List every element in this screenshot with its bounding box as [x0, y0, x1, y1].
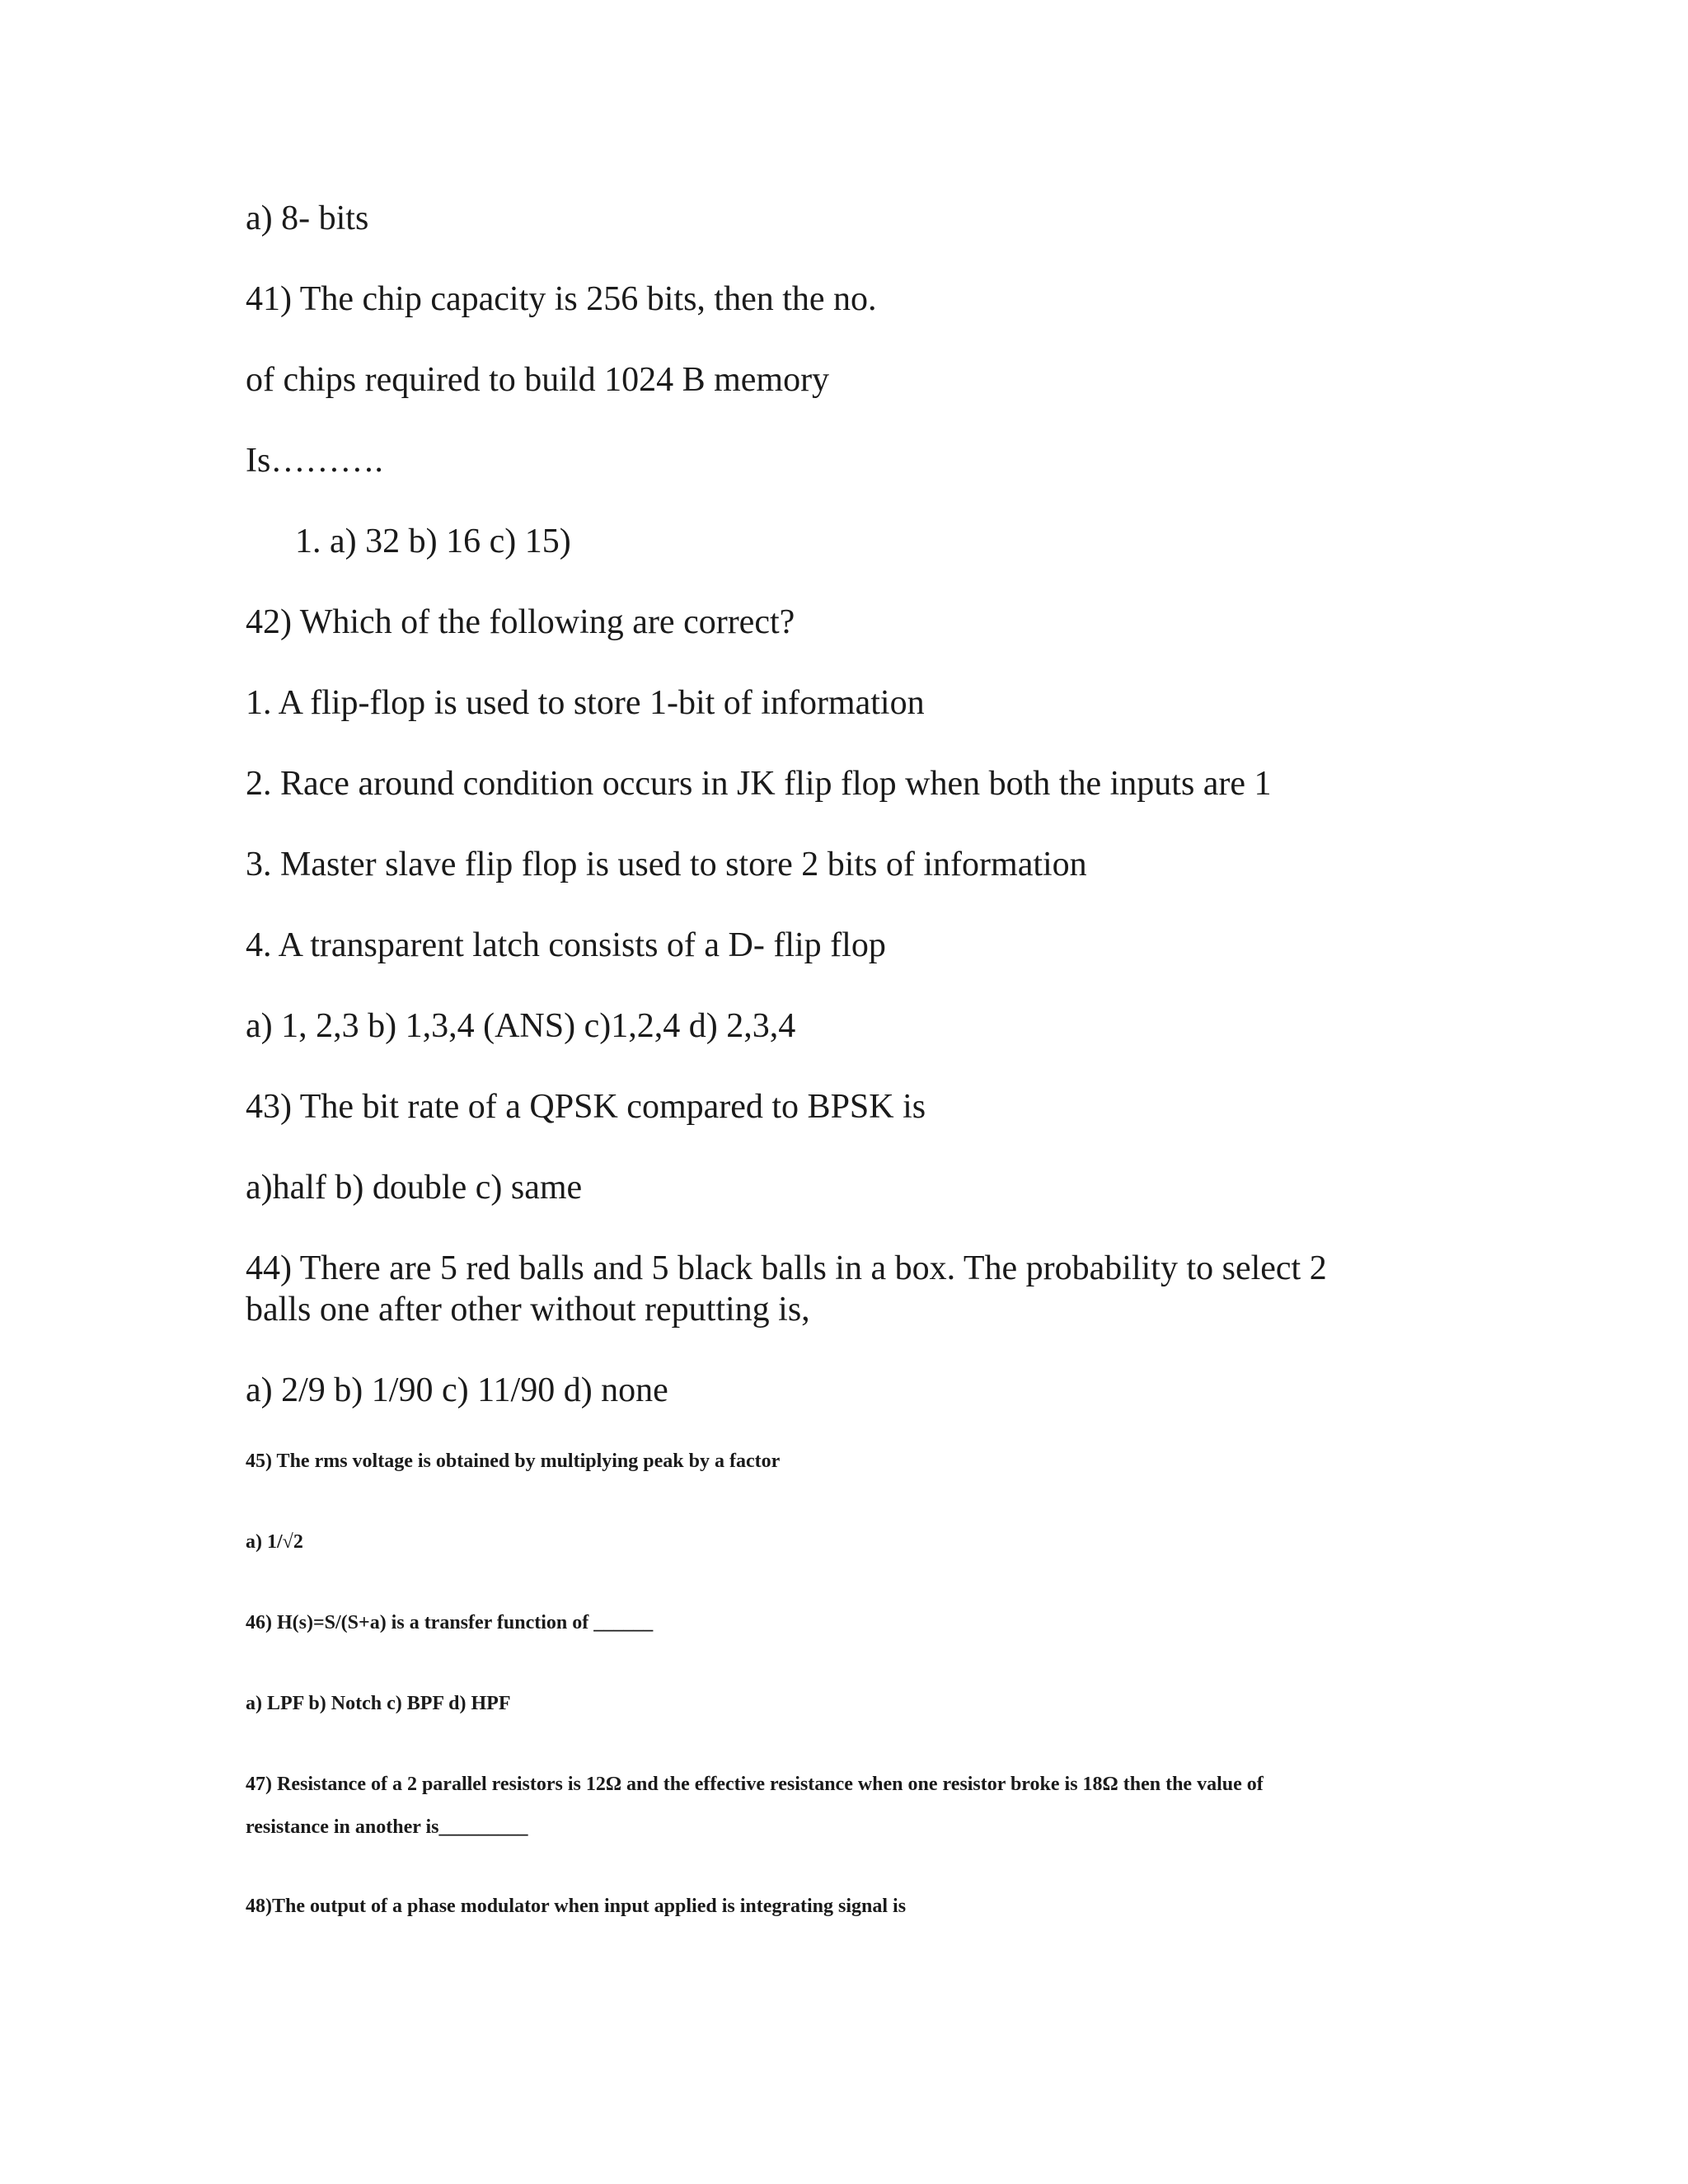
question-41-line-3: Is……….: [246, 442, 383, 480]
question-45-title: 45) The rms voltage is obtained by multiplying peak by a factor: [246, 1451, 781, 1472]
question-45-answer: a) 1/√2: [246, 1531, 303, 1553]
question-44-options: a) 2/9 b) 1/90 c) 11/90 d) none: [246, 1371, 668, 1409]
question-47-line-2: resistance in another is_________: [246, 1816, 528, 1838]
question-42-statement-4: 4. A transparent latch consists of a D- flip flop: [246, 926, 886, 964]
question-41-line-2: of chips required to build 1024 B memory: [246, 361, 830, 399]
question-42-options: a) 1, 2,3 b) 1,3,4 (ANS) c)1,2,4 d) 2,3,4: [246, 1007, 796, 1045]
question-44-line-1: 44) There are 5 red balls and 5 black balls in a box. The probability to select 2: [246, 1249, 1327, 1287]
question-42-statement-2: 2. Race around condition occurs in JK flip flop when both the inputs are 1: [246, 765, 1272, 803]
question-41-line-1: 41) The chip capacity is 256 bits, then the no.: [246, 280, 877, 318]
question-46-title: 46) H(s)=S/(S+a) is a transfer function of ______: [246, 1612, 654, 1633]
question-41-options: 1. a) 32 b) 16 c) 15): [295, 523, 571, 560]
question-47-line-1: 47) Resistance of a 2 parallel resistors is 12Ω and the effective resistance when one resistor broke is 18Ω then the value of: [246, 1774, 1264, 1795]
question-42-statement-1: 1. A flip-flop is used to store 1-bit of information: [246, 684, 925, 722]
question-42-title: 42) Which of the following are correct?: [246, 603, 795, 641]
question-46-options: a) LPF b) Notch c) BPF d) HPF: [246, 1693, 511, 1714]
answer-line-40: a) 8- bits: [246, 199, 369, 237]
question-42-statement-3: 3. Master slave flip flop is used to store 2 bits of information: [246, 846, 1087, 883]
question-43-options: a)half b) double c) same: [246, 1169, 583, 1207]
question-48-title: 48)The output of a phase modulator when input applied is integrating signal is: [246, 1896, 907, 1917]
question-44-line-2: balls one after other without reputting is,: [246, 1291, 810, 1329]
question-43-title: 43) The bit rate of a QPSK compared to BPSK is: [246, 1088, 926, 1126]
